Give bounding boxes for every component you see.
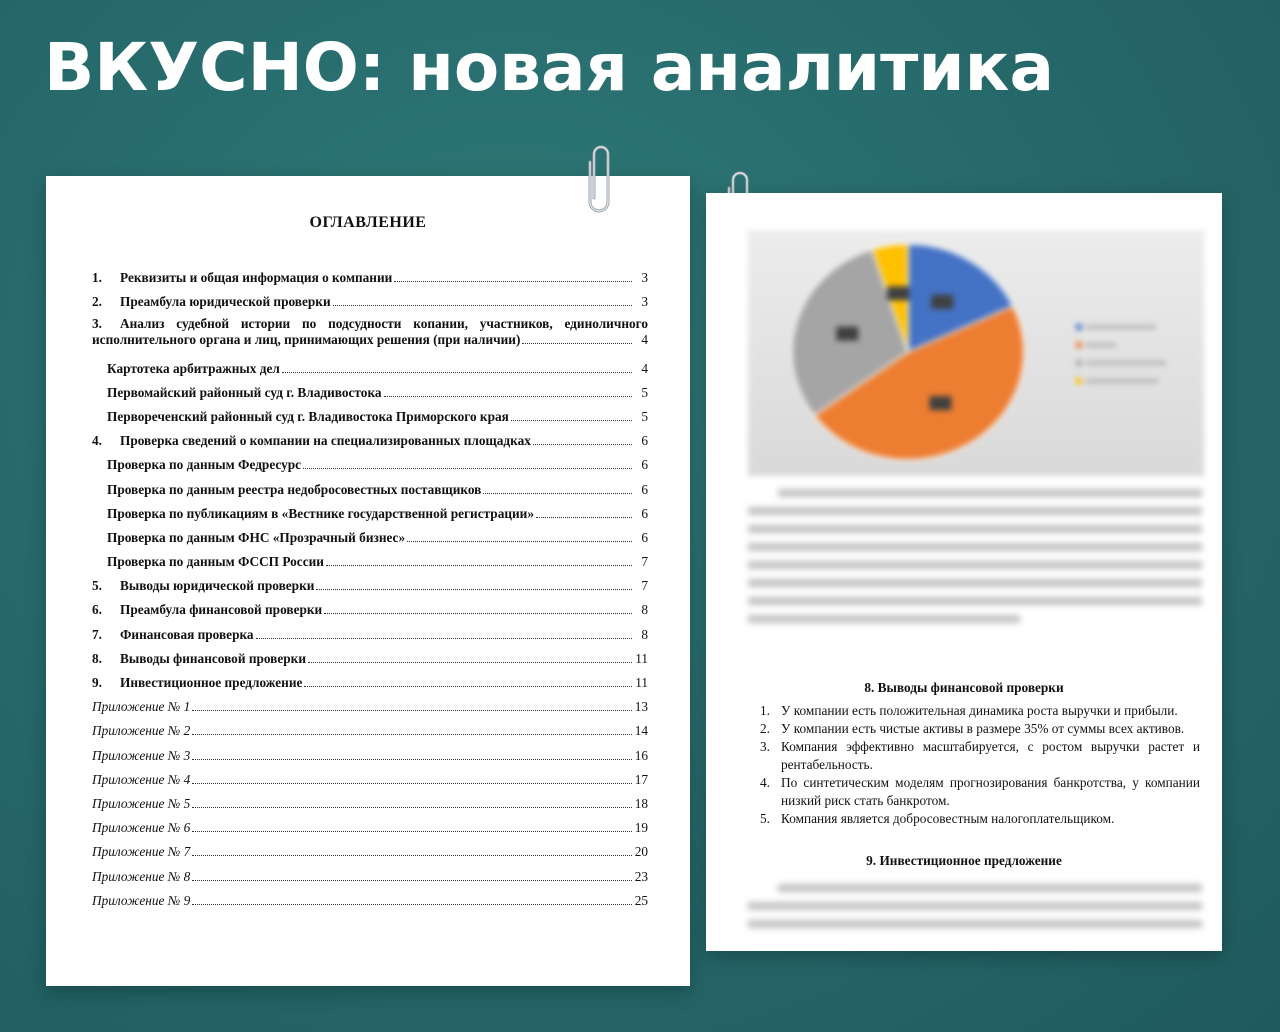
toc-entry-number: 6.: [92, 602, 102, 618]
toc-entry[interactable]: [92, 594, 648, 618]
conclusions-list: [760, 702, 1200, 828]
toc-entry-number: 9.: [92, 675, 102, 690]
toc-entry-text: Реквизиты и общая информация о компании: [120, 270, 393, 286]
toc-entry-text: Приложение № 7: [92, 844, 191, 860]
toc-entry-text: Приложение № 6: [92, 820, 191, 836]
conclusion-item: [760, 810, 1200, 828]
legend-label: [1086, 343, 1116, 347]
section8-title: 8. Выводы финансовой проверки: [864, 680, 1064, 695]
toc-leader-dots: [192, 831, 632, 832]
blurred-paragraph: [748, 486, 1202, 623]
toc-entry[interactable]: [92, 643, 648, 667]
toc-entry-page: 7: [641, 578, 648, 594]
toc-entry[interactable]: [92, 546, 648, 570]
toc-entry-page: 19: [634, 820, 648, 836]
toc-entry-number: 4.: [92, 433, 102, 449]
toc-entry[interactable]: [92, 570, 648, 594]
pie-data-label: [836, 327, 858, 341]
toc-entry-page: 4: [641, 332, 648, 348]
toc-entry-number: 2.: [92, 294, 102, 310]
toc-entry[interactable]: [92, 286, 648, 310]
toc-entry-number: 7.: [92, 626, 102, 642]
toc-entry[interactable]: [92, 425, 648, 449]
toc-entry-text: Выводы юридической проверки: [120, 578, 315, 594]
toc-entry-text: Проверка по данным реестра недобросовестных поставщиков: [107, 481, 482, 497]
legend-swatch: [1076, 378, 1082, 384]
toc-entry-page: 11: [635, 675, 648, 690]
toc-entry-page: 3: [641, 294, 648, 310]
toc-entry-page: 5: [641, 408, 648, 424]
conclusion-text: У компании есть чистые активы в размере 35% от суммы всех активов.: [781, 721, 1185, 736]
paperclip-icon: [584, 140, 618, 214]
toc-entry-text: Преамбула юридической проверки: [120, 294, 331, 310]
toc-entry[interactable]: [92, 449, 648, 473]
pie-data-label: [931, 295, 953, 309]
toc-entry-text: Приложение № 2: [92, 723, 191, 739]
conclusion-number: 1.: [760, 703, 770, 718]
toc-entry-page: 4: [641, 360, 648, 376]
toc-entry-text: Приложение № 8: [92, 868, 191, 884]
toc-entry-page: 17: [634, 771, 648, 787]
conclusion-text: У компании есть положительная динамика роста выручки и прибыли.: [781, 703, 1178, 718]
conclusion-item: [760, 738, 1200, 774]
toc-entry-text: Анализ судебной истории по подсудности копании, участников, единоличного: [120, 316, 648, 332]
toc-entry-page: 25: [634, 892, 648, 908]
pie-data-label: [887, 286, 909, 300]
toc-entry-page: 23: [634, 868, 648, 884]
toc-entry-number: 1.: [92, 270, 102, 286]
toc-entry-text: Приложение № 4: [92, 771, 191, 787]
toc-entry-page: 14: [634, 723, 648, 739]
toc-entry-text: Первомайский районный суд г. Владивостока: [107, 384, 382, 400]
toc-entry[interactable]: [92, 860, 648, 884]
toc-entry-text: Первореченский районный суд г. Владивостока Приморского края: [107, 408, 509, 424]
toc-leader-dots: [533, 444, 632, 445]
toc-entry-text: Приложение № 5: [92, 795, 191, 811]
toc-leader-dots: [536, 517, 632, 518]
toc-entry[interactable]: [92, 473, 648, 497]
toc-entry[interactable]: [92, 618, 648, 642]
toc-leader-dots: [308, 662, 632, 663]
toc-entry[interactable]: [92, 715, 648, 739]
blurred-paragraph: [748, 880, 1202, 928]
toc-entry-text: Финансовая проверка: [120, 626, 254, 642]
toc-entry[interactable]: [92, 352, 648, 376]
toc-entry[interactable]: [92, 788, 648, 812]
toc-entry[interactable]: [92, 764, 648, 788]
toc-entry[interactable]: [92, 739, 648, 763]
toc-entry[interactable]: [92, 691, 648, 715]
legend-label: [1086, 361, 1166, 365]
toc-leader-dots: [192, 855, 632, 856]
toc-leader-dots: [326, 565, 632, 566]
toc-leader-dots: [192, 880, 632, 881]
toc-entry-text: Приложение № 1: [92, 699, 191, 715]
conclusion-item: [760, 702, 1200, 720]
toc-entry-page: 8: [641, 602, 648, 618]
toc-entry[interactable]: [92, 885, 648, 909]
toc-entry[interactable]: [92, 316, 648, 348]
legend-label: [1086, 379, 1158, 383]
toc-leader-dots: [522, 343, 632, 344]
toc-leader-dots: [407, 541, 632, 542]
toc-leader-dots: [324, 613, 632, 614]
toc-leader-dots: [256, 638, 632, 639]
toc-entry-text: Приложение № 9: [92, 892, 191, 908]
toc-leader-dots: [333, 305, 632, 306]
conclusion-number: 4.: [760, 775, 770, 790]
toc-entry[interactable]: [92, 522, 648, 546]
toc-leader-dots: [192, 710, 632, 711]
chart-panel: [748, 230, 1204, 476]
toc-leader-dots: [304, 686, 632, 687]
toc-entry-text: Инвестиционное предложение: [120, 675, 303, 690]
conclusion-text: Компания является добросовестным налогоплательщиком.: [781, 811, 1115, 826]
toc-entry-page: 13: [634, 699, 648, 715]
toc-entry-page: 16: [634, 747, 648, 763]
toc-entry[interactable]: [92, 667, 648, 691]
toc-entry-page: 7: [641, 554, 648, 570]
toc-entry-page: 6: [641, 529, 648, 545]
conclusion-number: 5.: [760, 811, 770, 826]
toc-entry[interactable]: [92, 377, 648, 401]
conclusion-text: По синтетическим моделям прогнозирования банкротства, у компании низкий риск стать банкротом.: [781, 775, 1200, 808]
toc-leader-dots: [192, 807, 632, 808]
toc-entry[interactable]: [92, 262, 648, 286]
toc-leader-dots: [192, 734, 632, 735]
chart-legend: [1076, 324, 1166, 384]
toc-entry-text: Выводы финансовой проверки: [120, 650, 306, 666]
toc-leader-dots: [192, 904, 632, 905]
toc-leader-dots: [483, 493, 632, 494]
toc-leader-dots: [192, 759, 632, 760]
conclusion-number: 3.: [760, 739, 770, 754]
toc-entry-page: 6: [641, 457, 648, 473]
toc-entry-page: 6: [641, 505, 648, 521]
legend-label: [1086, 325, 1156, 329]
toc-entry-text: Проверка по данным Федресурс: [107, 457, 302, 473]
conclusion-item: [760, 720, 1200, 738]
toc-entry-page: 6: [641, 481, 648, 497]
toc-leader-dots: [394, 281, 632, 282]
legend-swatch: [1076, 360, 1082, 366]
toc-entry-text: исполнительного органа и лиц, принимающих решения (при наличии): [92, 332, 521, 348]
toc-leader-dots: [303, 468, 632, 469]
toc-entry-text: Проверка по публикациям в «Вестнике государственной регистрации»: [107, 505, 534, 521]
toc-entry-text: Проверка сведений о компании на специализированных площадках: [120, 433, 531, 449]
toc-entry-text: Приложение № 3: [92, 747, 191, 763]
legend-swatch: [1076, 324, 1082, 330]
toc-entry-number: 3.: [92, 316, 102, 332]
toc-list: [92, 262, 648, 909]
toc-entry-number: 5.: [92, 578, 102, 594]
toc-leader-dots: [282, 372, 632, 373]
toc-leader-dots: [511, 420, 632, 421]
toc-entry[interactable]: [92, 401, 648, 425]
pie-data-label: [929, 396, 951, 410]
conclusion-number: 2.: [760, 721, 770, 736]
toc-entry[interactable]: [92, 812, 648, 836]
toc-leader-dots: [192, 783, 632, 784]
toc-entry-page: 11: [635, 650, 648, 666]
toc-entry-page: 18: [634, 795, 648, 811]
toc-entry-page: 20: [634, 844, 648, 860]
toc-entry-text: Преамбула финансовой проверки: [120, 602, 323, 618]
toc-entry-page: 5: [641, 384, 648, 400]
toc-entry-page: 6: [641, 433, 648, 449]
toc-leader-dots: [316, 589, 632, 590]
toc-entry-text: Проверка по данным ФССП России: [107, 554, 324, 570]
toc-entry-text: Картотека арбитражных дел: [107, 360, 280, 376]
conclusion-item: [760, 774, 1200, 810]
toc-entry-text: Проверка по данным ФНС «Прозрачный бизнес»: [107, 529, 406, 545]
toc-entry-page: 8: [641, 626, 648, 642]
section9-title: 9. Инвестиционное предложение: [866, 853, 1062, 868]
toc-entry-number: 8.: [92, 650, 102, 666]
toc-entry[interactable]: [92, 498, 648, 522]
headline: ВКУСНО: новая аналитика: [44, 29, 1054, 106]
legend-swatch: [1076, 342, 1082, 348]
pie-chart: [748, 230, 1204, 476]
toc-leader-dots: [384, 396, 632, 397]
conclusion-text: Компания эффективно масштабируется, с ростом выручки растет и рентабельность.: [781, 739, 1200, 772]
toc-entry[interactable]: [92, 836, 648, 860]
toc-entry-page: 3: [641, 270, 648, 286]
toc-title: ОГЛАВЛЕНИЕ: [309, 214, 427, 231]
